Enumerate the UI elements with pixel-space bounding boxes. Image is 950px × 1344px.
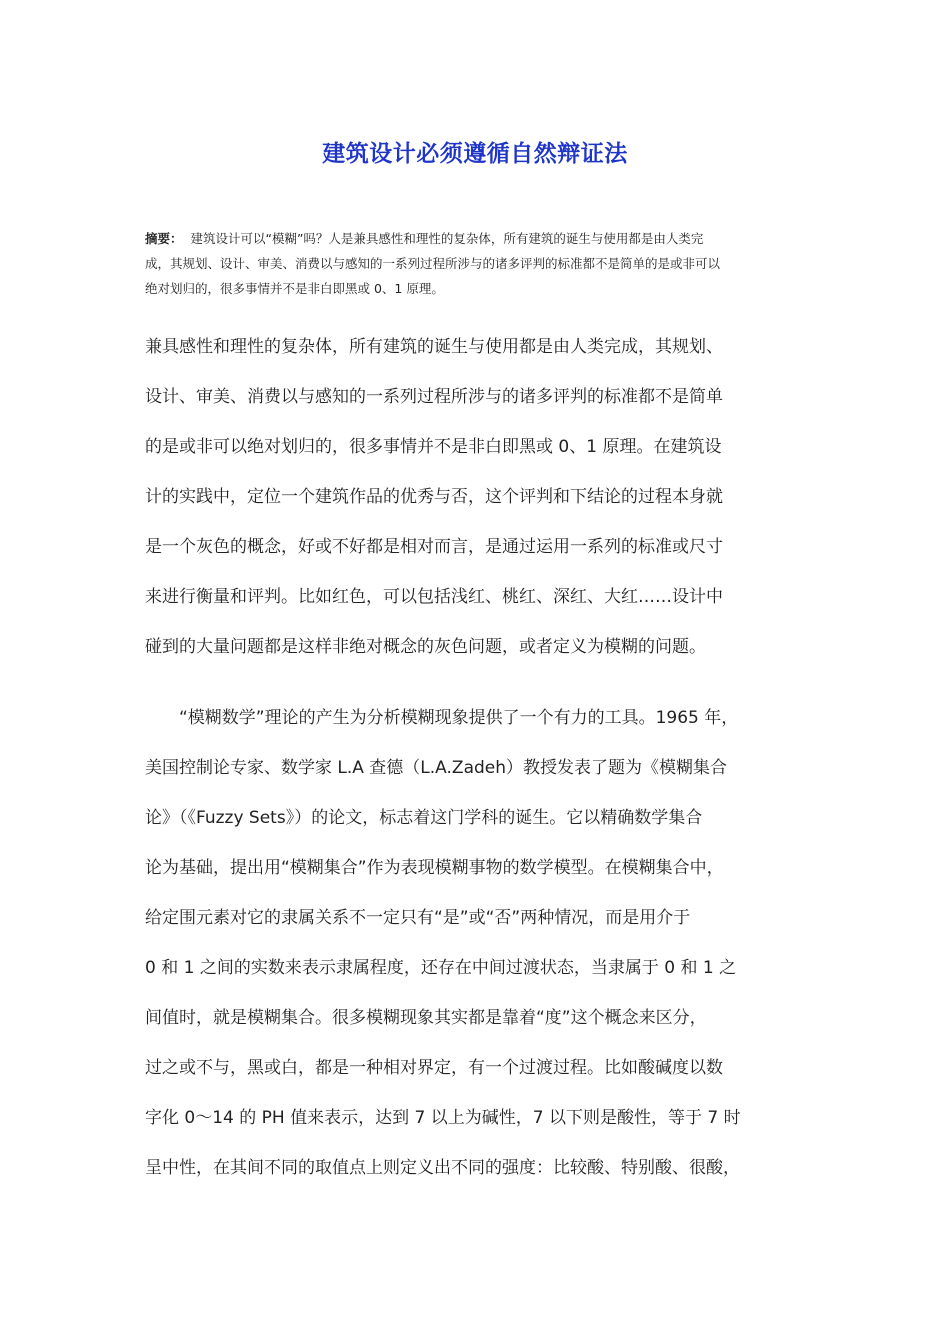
paragraph-line: 的是或非可以绝对划归的，很多事情并不是非白即黑或 0、1 原理。在建筑设 — [145, 437, 722, 457]
paragraph-line: 碰到的大量问题都是这样非绝对概念的灰色问题，或者定义为模糊的问题。 — [145, 637, 706, 657]
abstract-line: 绝对划归的，很多事情并不是非白即黑或 0、1 原理。 — [145, 281, 444, 296]
abstract-line — [145, 226, 810, 251]
paragraph-line: 过之或不与，黑或白，都是一种相对界定，有一个过渡过程。比如酸碱度以数 — [145, 1058, 723, 1078]
paragraph-line: 设计、审美、消费以与感知的一系列过程所涉与的诸多评判的标准都不是简单 — [145, 387, 723, 407]
abstract — [145, 226, 810, 301]
abstract-line: 成，其规划、设计、审美、消费以与感知的一系列过程所涉与的诸多评判的标准都不是简单的是或非可以 — [145, 256, 721, 271]
paragraph-line: 0 和 1 之间的实数来表示隶属程度，还存在中间过渡状态，当隶属于 0 和 1 之 — [145, 958, 737, 978]
paragraph-line: 呈中性，在其间不同的取值点上则定义出不同的强度：比较酸、特别酸、很酸， — [145, 1158, 740, 1178]
paragraph-line: 是一个灰色的概念，好或不好都是相对而言，是通过运用一系列的标准或尺寸 — [145, 537, 723, 557]
paragraph-line: 论为基础，提出用“模糊集合”作为表现模糊事物的数学模型。在模糊集合中， — [145, 858, 724, 878]
paragraph-1 — [145, 330, 810, 680]
paragraph-line-text: “模糊数学”理论的产生为分析模糊现象提供了一个有力的工具。1965 年， — [179, 708, 739, 728]
paragraph-line: 计的实践中，定位一个建筑作品的优秀与否，这个评判和下结论的过程本身就 — [145, 487, 723, 507]
document-title: 建筑设计必须遵循自然辩证法 — [322, 141, 628, 167]
paragraph-line — [145, 701, 810, 751]
paragraph-line: 论》（《Fuzzy Sets》）的论文，标志着这门学科的诞生。它以精确数学集合 — [145, 808, 703, 828]
paragraph-line: 字化 0～14 的 PH 值来表示，达到 7 以上为碱性，7 以下则是酸性，等于 7 时 — [145, 1108, 741, 1128]
paragraph-2 — [145, 701, 810, 1201]
paragraph-line: 兼具感性和理性的复杂体，所有建筑的诞生与使用都是由人类完成，其规划、 — [145, 337, 723, 357]
abstract-text: 建筑设计可以“模糊”吗？人是兼具感性和理性的复杂体，所有建筑的诞生与使用都是由人类完 — [190, 231, 704, 246]
abstract-label: 摘要： — [145, 231, 183, 246]
paragraph-line: 美国控制论专家、数学家 L.A 查德（L.A.Zadeh）教授发表了题为《模糊集合 — [145, 758, 728, 778]
paragraph-line: 来进行衡量和评判。比如红色，可以包括浅红、桃红、深红、大红……设计中 — [145, 587, 723, 607]
paragraph-line: 给定围元素对它的隶属关系不一定只有“是”或“否”两种情况，而是用介于 — [145, 908, 691, 928]
paragraph-line: 间值时，就是模糊集合。很多模糊现象其实都是靠着“度”这个概念来区分， — [145, 1008, 707, 1028]
